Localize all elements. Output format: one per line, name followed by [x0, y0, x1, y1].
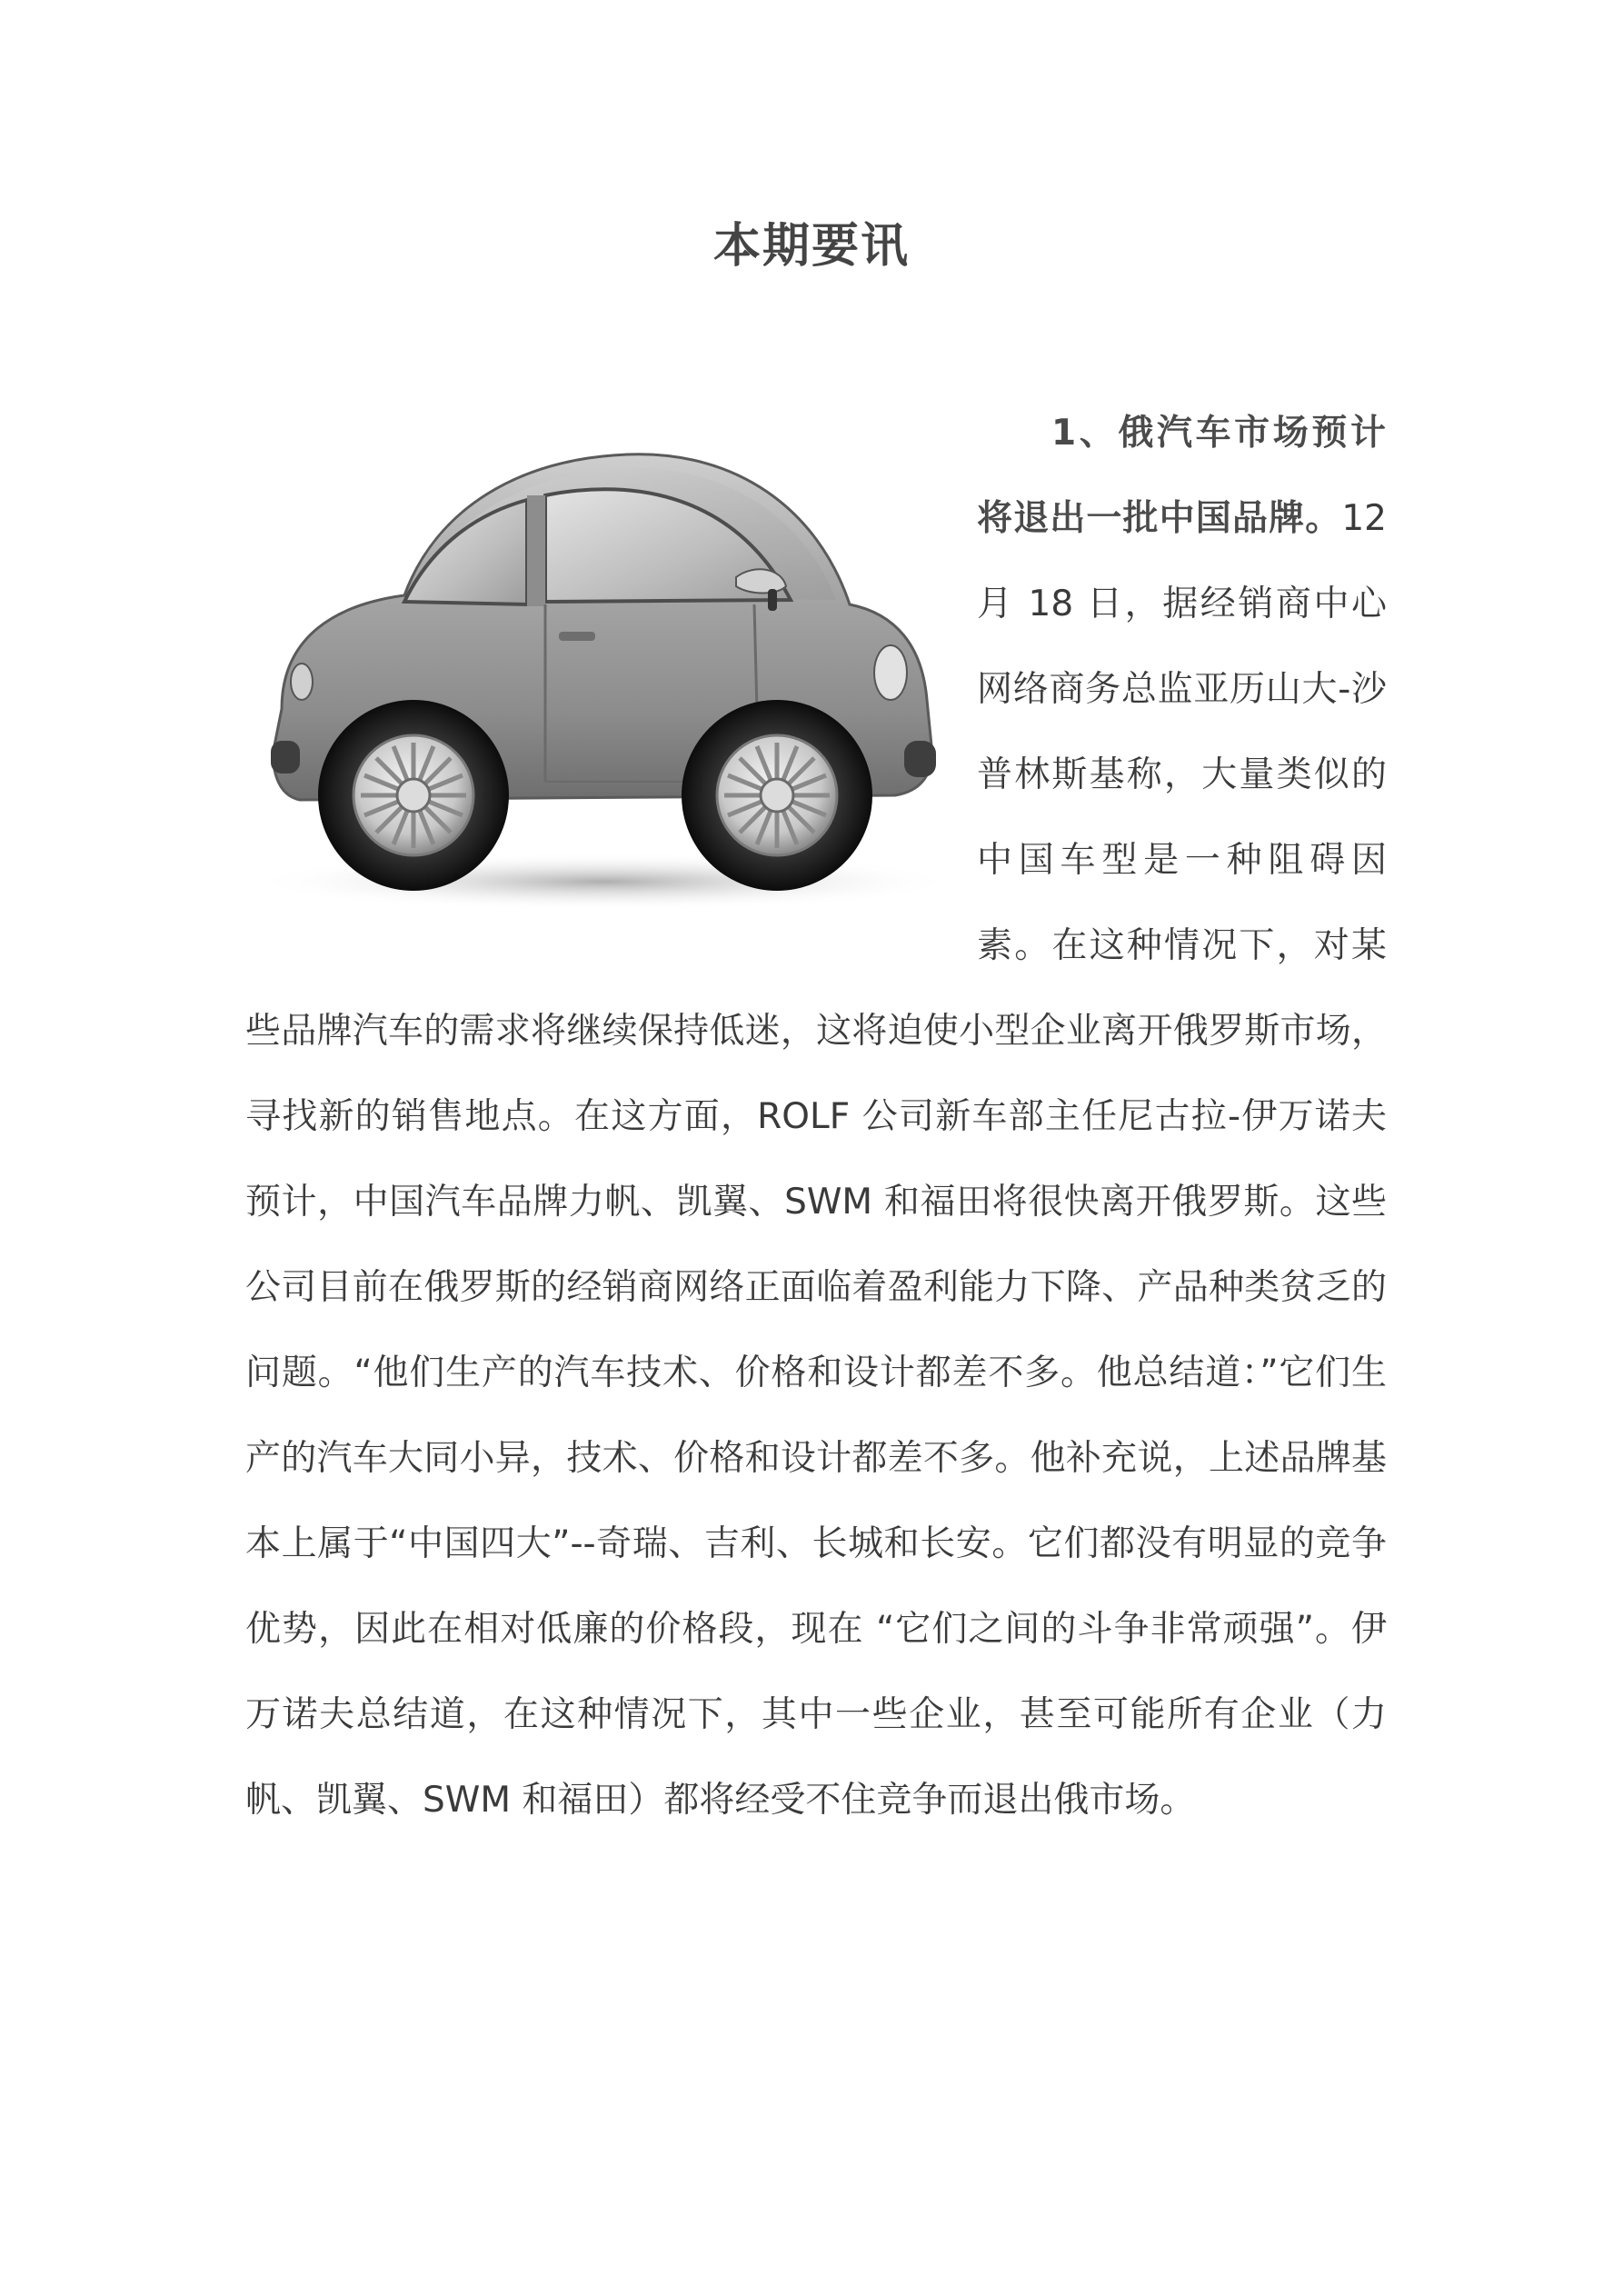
page-title: 本期要讯: [712, 219, 910, 274]
article-headline: 1、俄汽车市场预计将退出一批中国品牌。: [977, 413, 1387, 539]
article: [245, 391, 1387, 1843]
car-illustration: [245, 409, 963, 913]
article-body: 12 月 18 日，据经销商中心网络商务总监亚历山大-沙普林斯基称，大量类似的中国车型是一种阻碍因素。在这种情况下，对某些品牌汽车的需求将继续保持低迷，这将迫使小型企业离开俄罗斯市场，寻找新的销售地点。在这方面，ROLF 公司新车部主任尼古拉-伊万诺夫预计，中国汽车品牌力帆、凯翼、SWM 和福田将很快离开俄罗斯。这些公司目前在俄罗斯的经销商网络正面临着盈利能力下降、产品种类贫乏的问题。“他们生产的汽车技术、价格和设计都差不多。他总结道：”它们生产的汽车大同小异，技术、价格和设计都差不多。他补充说，上述品牌基本上属于“中国四大”--奇瑞、吉利、长城和长安。它们都没有明显的竞争优势，因此在相对低廉的价格段，现在 “它们之间的斗争非常顽强”。伊万诺夫总结道，在这种情况下，其中一些企业，甚至可能所有企业（力帆、凯翼、SWM 和福田）都将经受不住竞争而退出俄市场。: [245, 498, 1387, 1821]
car-icon: [245, 409, 963, 913]
